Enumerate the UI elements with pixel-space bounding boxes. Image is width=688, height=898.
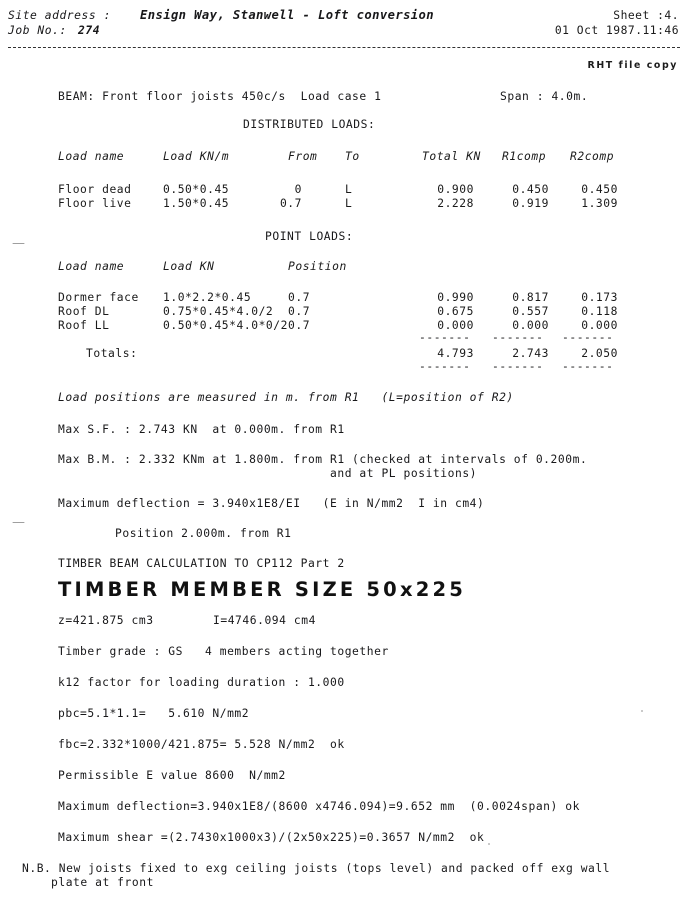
margin-pencil-mark: — xyxy=(12,515,25,530)
print-datetime: 01 Oct 1987.11:46 xyxy=(554,24,679,37)
column-header-from: From xyxy=(288,150,318,163)
table-row: 2.228 xyxy=(437,197,474,210)
max-shear-force: Max S.F. : 2.743 KN at 0.000m. from R1 xyxy=(58,423,345,436)
timber-grade: Timber grade : GS 4 members acting together xyxy=(58,645,389,658)
table-row: 0.75*0.45*4.0/2 xyxy=(163,305,274,318)
table-row: 0 xyxy=(294,183,302,196)
beam-span: Span : 4.0m. xyxy=(500,90,589,103)
point-loads-heading: POINT LOADS: xyxy=(265,230,354,243)
column-header-load-name: Load name xyxy=(58,150,125,163)
file-copy-stamp: RHT file copy xyxy=(587,60,678,71)
totals-r1comp: 2.743 xyxy=(512,347,549,360)
table-row: 0.450 xyxy=(512,183,549,196)
max-bending-moment-cont: and at PL positions) xyxy=(330,467,478,480)
site-address-label: Site address : xyxy=(8,9,111,22)
table-row: 1.309 xyxy=(581,197,618,210)
beam-title: BEAM: Front floor joists 450c/s Load case 1 xyxy=(58,90,382,103)
totals-separator-bottom: ------- xyxy=(419,360,471,373)
nb-note-line-1: N.B. New joists fixed to exg ceiling joists (tops level) and packed off exg wall xyxy=(22,862,611,875)
totals-r2comp: 2.050 xyxy=(581,347,618,360)
scan-speck xyxy=(488,843,490,845)
table-row: 0.919 xyxy=(512,197,549,210)
timber-member-size-heading: TIMBER MEMBER SIZE 50x225 xyxy=(58,578,467,601)
column-header-total-kn: Total KN xyxy=(422,150,481,163)
k12-factor: k12 factor for loading duration : 1.000 xyxy=(58,676,345,689)
maximum-deflection-check: Maximum deflection=3.940x1E8/(8600 x4746.094)=9.652 mm (0.0024span) ok xyxy=(58,800,580,813)
maximum-shear-check: Maximum shear =(2.7430x1000x3)/(2x50x225)=0.3657 N/mm2 ok xyxy=(58,831,485,844)
pbc-value: pbc=5.1*1.1= 5.610 N/mm2 xyxy=(58,707,250,720)
column-header-to: To xyxy=(345,150,360,163)
load-positions-note: Load positions are measured in m. from R1 (L=position of R2) xyxy=(58,391,514,404)
distributed-loads-heading: DISTRIBUTED LOADS: xyxy=(243,118,376,131)
nb-note-line-2: plate at front xyxy=(51,876,154,889)
table-row: 0.50*0.45 xyxy=(163,183,230,196)
column-header-r1comp: R1comp xyxy=(502,150,547,163)
timber-standard-reference: TIMBER BEAM CALCULATION TO CP112 Part 2 xyxy=(58,557,345,570)
table-row: 0.450 xyxy=(581,183,618,196)
second-moment-of-area-i: I=4746.094 cm4 xyxy=(213,614,316,627)
table-row: Dormer face xyxy=(58,291,139,304)
scan-speck xyxy=(641,710,643,712)
max-bending-moment: Max B.M. : 2.332 KNm at 1.800m. from R1 (checked at intervals of 0.200m. xyxy=(58,453,588,466)
column-header-load-kn: Load KN xyxy=(163,260,215,273)
table-row: L xyxy=(345,183,353,196)
job-no-value: 274 xyxy=(78,24,101,37)
totals-separator-bottom: ------- xyxy=(562,360,614,373)
totals-label: Totals: xyxy=(86,347,138,360)
table-row: 1.0*2.2*0.45 xyxy=(163,291,252,304)
totals-separator-top: ------- xyxy=(492,331,544,344)
column-header-r2comp: R2comp xyxy=(570,150,615,163)
table-row: 0.000 xyxy=(512,319,549,332)
table-row: 0.7 xyxy=(288,319,311,332)
table-row: 0.7 xyxy=(279,197,302,210)
deflection-position: Position 2.000m. from R1 xyxy=(115,527,292,540)
table-row: 0.118 xyxy=(581,305,618,318)
margin-pencil-mark: — xyxy=(12,236,25,251)
section-modulus-z: z=421.875 cm3 xyxy=(58,614,154,627)
table-row: 0.990 xyxy=(437,291,474,304)
fbc-value: fbc=2.332*1000/421.875= 5.528 N/mm2 ok xyxy=(58,738,345,751)
table-row: 0.557 xyxy=(512,305,549,318)
column-header-load-kn-per-m: Load KN/m xyxy=(163,150,230,163)
sheet-number: Sheet :4. xyxy=(613,9,679,22)
table-row: 0.7 xyxy=(288,291,311,304)
table-row: 0.817 xyxy=(512,291,549,304)
job-no-label: Job No.: xyxy=(8,24,67,37)
totals-total-kn: 4.793 xyxy=(437,347,474,360)
table-row: 0.675 xyxy=(437,305,474,318)
table-row: Floor dead xyxy=(58,183,132,196)
table-row: Floor live xyxy=(58,197,132,210)
table-row: L xyxy=(345,197,353,210)
totals-separator-bottom: ------- xyxy=(492,360,544,373)
totals-separator-top: ------- xyxy=(419,331,471,344)
table-row: 0.000 xyxy=(581,319,618,332)
table-row: Roof DL xyxy=(58,305,110,318)
table-row: Roof LL xyxy=(58,319,110,332)
table-row: 0.173 xyxy=(581,291,618,304)
table-row: 0.7 xyxy=(288,305,311,318)
maximum-deflection-formula: Maximum deflection = 3.940x1E8/EI (E in N/mm2 I in cm4) xyxy=(58,497,485,510)
site-address-value: Ensign Way, Stanwell - Loft conversion xyxy=(140,8,435,22)
header-divider xyxy=(8,47,680,48)
permissible-e-value: Permissible E value 8600 N/mm2 xyxy=(58,769,286,782)
totals-separator-top: ------- xyxy=(562,331,614,344)
column-header-load-name-point: Load name xyxy=(58,260,125,273)
table-row: 0.50*0.45*4.0*0/2 xyxy=(163,319,288,332)
table-row: 0.000 xyxy=(437,319,474,332)
table-row: 0.900 xyxy=(437,183,474,196)
column-header-position: Position xyxy=(288,260,347,273)
table-row: 1.50*0.45 xyxy=(163,197,230,210)
